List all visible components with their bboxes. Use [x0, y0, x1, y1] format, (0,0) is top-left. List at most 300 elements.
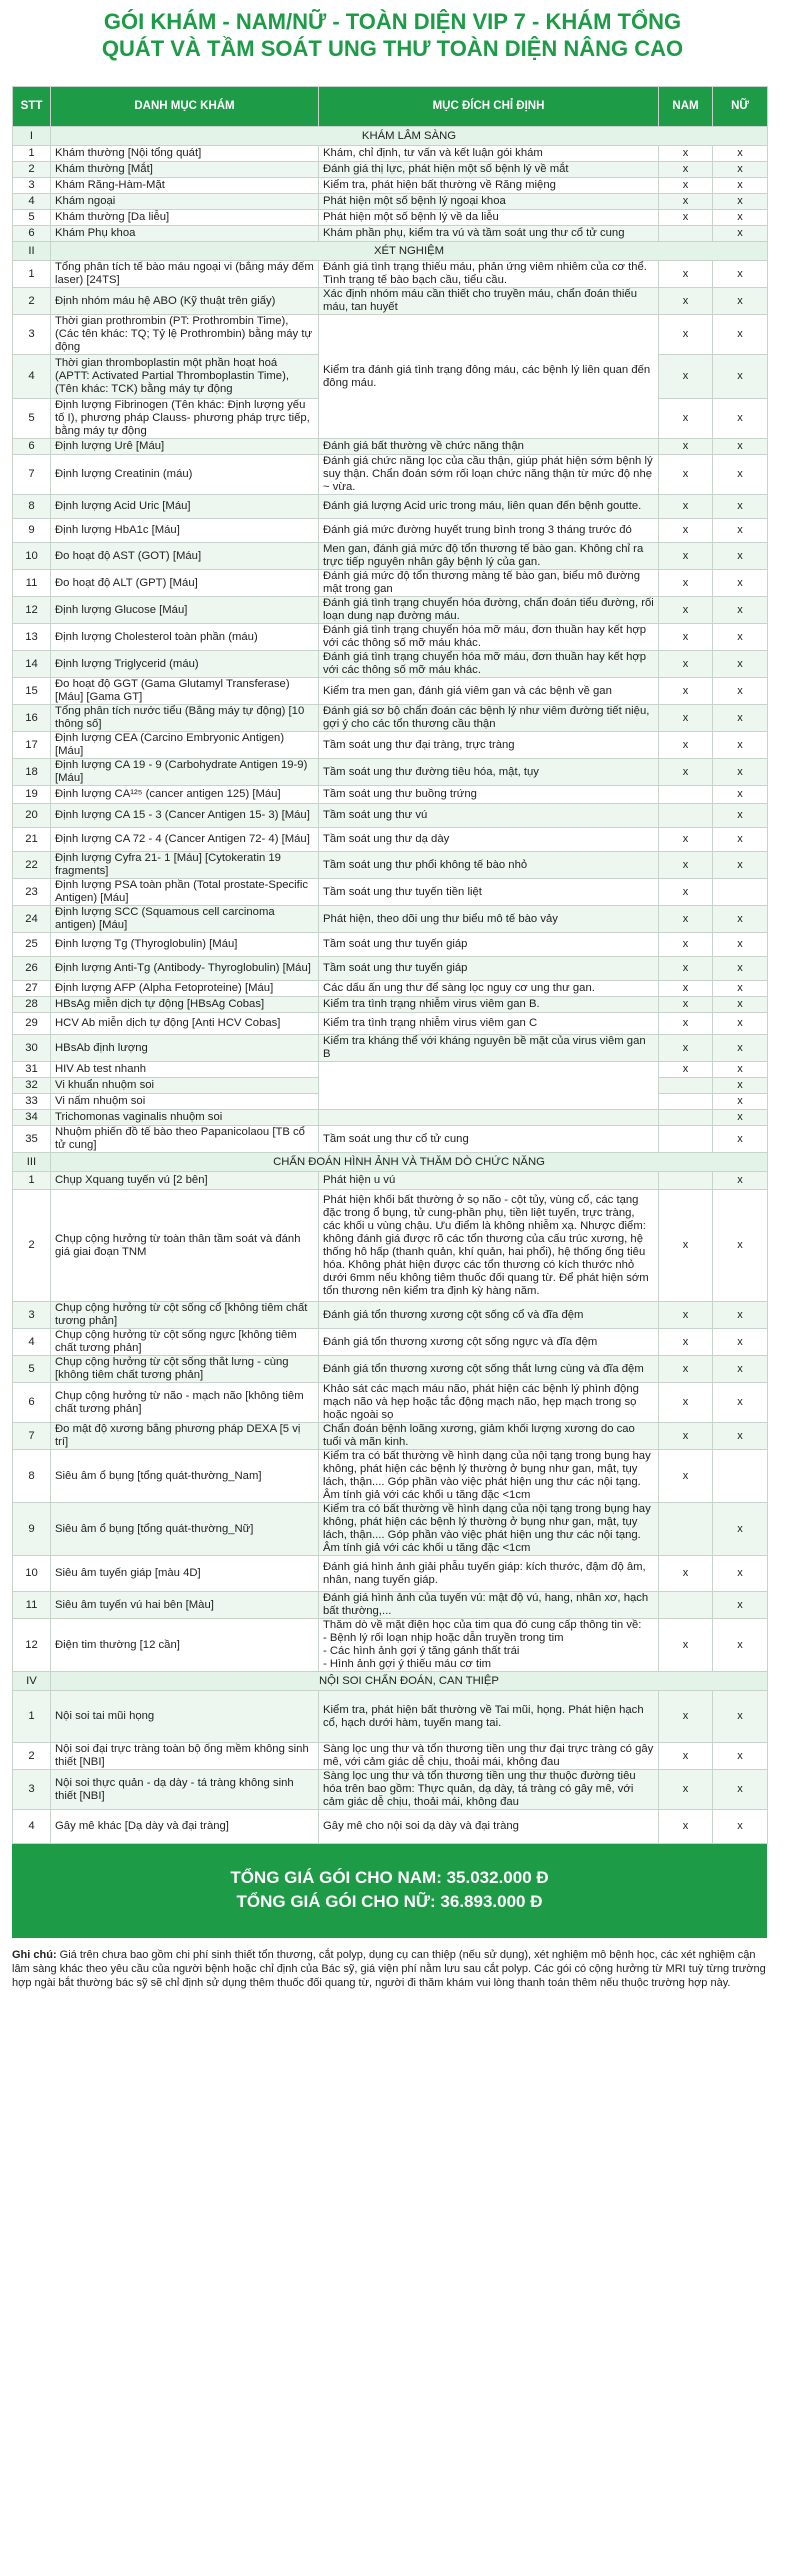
row-item: Định lượng Cyfra 21- 1 [Máu] [Cytokeratin 19 fragments]: [51, 852, 319, 879]
row-stt: 22: [13, 852, 51, 879]
row-male: x: [659, 1356, 713, 1383]
row-female: x: [713, 1556, 768, 1592]
row-male: x: [659, 705, 713, 732]
row-stt: 10: [13, 543, 51, 570]
row-male: x: [659, 651, 713, 678]
table-row: [13, 624, 768, 651]
row-female: x: [713, 786, 768, 804]
row-female: x: [713, 355, 768, 399]
row-female: x: [713, 226, 768, 242]
row-item: Khám Răng-Hàm-Mặt: [51, 178, 319, 194]
row-stt: 1: [13, 1172, 51, 1190]
row-item: Chụp Xquang tuyến vú [2 bên]: [51, 1172, 319, 1190]
row-male: x: [659, 194, 713, 210]
row-female: x: [713, 543, 768, 570]
row-female: x: [713, 1110, 768, 1126]
total-male: TỔNG GIÁ GÓI CHO NAM: 35.032.000 Đ: [230, 1868, 549, 1887]
row-item: Đo mật độ xương bằng phương pháp DEXA [5 vị trí]: [51, 1423, 319, 1450]
row-purpose: Tầm soát ung thư vú: [319, 804, 659, 828]
row-item: HBsAb định lượng: [51, 1035, 319, 1062]
row-stt: 4: [13, 1329, 51, 1356]
row-male: x: [659, 1035, 713, 1062]
row-male: x: [659, 1556, 713, 1592]
row-purpose: [319, 1062, 659, 1110]
note-text: Giá trên chưa bao gồm chi phí sinh thiết tổn thương, cắt polyp, dụng cụ can thiệp (nếu sử dụng), xét nghiệm mô bệnh học, các xét nghiệm cận lâm sàng khác theo yêu cầu của người bệnh hoặc chỉ định của Bác sỹ, giá viện phí nằm lưu sau cắt polyp. Các gói có cộng hưởng từ MRI tuỳ từng trường hợp ngài bắt thường bác sỹ sẽ chỉ định sử dụng thêm thuốc đối quang từ, người đi thăm khám vui lòng thanh toán thêm nếu thuộc trường hợp này.: [12, 1949, 766, 1989]
row-item: Định lượng CA 15 - 3 (Cancer Antigen 15- 3) [Máu]: [51, 804, 319, 828]
row-stt: 2: [13, 162, 51, 178]
totals-banner: [12, 1844, 767, 1938]
row-item: Định lượng HbA1c [Máu]: [51, 519, 319, 543]
row-stt: 9: [13, 1503, 51, 1556]
table-row: [13, 315, 768, 355]
table-header: [13, 87, 768, 127]
row-male: x: [659, 997, 713, 1013]
row-male: x: [659, 495, 713, 519]
row-item: Định lượng AFP (Alpha Fetoproteine) [Máu]: [51, 981, 319, 997]
row-male: x: [659, 1383, 713, 1423]
row-female: x: [713, 1503, 768, 1556]
row-purpose: Phát hiện một số bệnh lý về da liễu: [319, 210, 659, 226]
row-female: [713, 1450, 768, 1503]
row-purpose: Đánh giá tổn thương xương cột sống thắt lưng cùng và đĩa đệm: [319, 1356, 659, 1383]
row-female: x: [713, 678, 768, 705]
row-item: Đo hoạt độ ALT (GPT) [Máu]: [51, 570, 319, 597]
table-row: [13, 226, 768, 242]
row-male: x: [659, 162, 713, 178]
row-purpose: Tầm soát ung thư buồng trứng: [319, 786, 659, 804]
table-row: [13, 651, 768, 678]
row-purpose: Phát hiện u vú: [319, 1172, 659, 1190]
row-item: Siêu âm ổ bụng [tổng quát-thường_Nam]: [51, 1450, 319, 1503]
header-purpose: MỤC ĐÍCH CHỈ ĐỊNH: [319, 87, 659, 127]
table-row: [13, 879, 768, 906]
row-stt: 4: [13, 1810, 51, 1844]
table-row: [13, 597, 768, 624]
row-female: x: [713, 399, 768, 439]
row-female: [713, 879, 768, 906]
header-item: DANH MỤC KHÁM: [51, 87, 319, 127]
table-row: [13, 1329, 768, 1356]
table-row: [13, 1062, 768, 1078]
table-row: [13, 495, 768, 519]
row-purpose: Các dấu ấn ung thư để sàng lọc nguy cơ ung thư gan.: [319, 981, 659, 997]
row-male: [659, 1503, 713, 1556]
table-row: [13, 1172, 768, 1190]
row-female: x: [713, 162, 768, 178]
row-item: Khám thường [Nội tổng quát]: [51, 146, 319, 162]
row-stt: 30: [13, 1035, 51, 1062]
row-stt: 9: [13, 519, 51, 543]
row-male: x: [659, 981, 713, 997]
row-purpose: Đánh giá tình trạng chuyển hóa mỡ máu, đơn thuần hay kết hợp với các thông số mỡ máu khác.: [319, 651, 659, 678]
row-purpose: Kiểm tra men gan, đánh giá viêm gan và các bệnh về gan: [319, 678, 659, 705]
row-purpose: Đánh giá tình trạng thiếu máu, phản ứng viêm nhiễm của cơ thể. Tình trạng tế bào bạch cầu, tiểu cầu.: [319, 261, 659, 288]
row-female: x: [713, 1126, 768, 1153]
row-stt: 23: [13, 879, 51, 906]
row-stt: 11: [13, 570, 51, 597]
row-female: x: [713, 1013, 768, 1035]
row-purpose: Khám, chỉ định, tư vấn và kết luận gói khám: [319, 146, 659, 162]
row-stt: 1: [13, 1691, 51, 1743]
row-purpose: Sàng lọc ung thư và tổn thương tiền ung thư đại trực tràng có gây mê, với cảm giác dễ chịu, thoải mái, không đau: [319, 1743, 659, 1770]
row-female: x: [713, 933, 768, 957]
section-header: [13, 127, 768, 146]
row-stt: 25: [13, 933, 51, 957]
row-purpose: Khám phần phụ, kiểm tra vú và tầm soát ung thư cổ tử cung: [319, 226, 659, 242]
row-stt: 3: [13, 1770, 51, 1810]
row-purpose: [319, 1110, 659, 1126]
row-item: Chụp cộng hưởng từ cột sống ngực [không tiêm chất tương phản]: [51, 1329, 319, 1356]
row-purpose: Thăm dò về mặt điện học của tim qua đó cung cấp thông tin về: - Bệnh lý rối loạn nhịp hoặc dẫn truyền trong tim - Các hình ảnh gợi ý tăng gánh thất trái - Hình ảnh gợi ý thiếu máu cơ tim: [319, 1619, 659, 1672]
table-row: [13, 981, 768, 997]
row-item: Đo hoạt độ AST (GOT) [Máu]: [51, 543, 319, 570]
row-female: x: [713, 1356, 768, 1383]
table-row: [13, 439, 768, 455]
row-item: Định lượng Urê [Máu]: [51, 439, 319, 455]
row-stt: 32: [13, 1078, 51, 1094]
row-stt: 14: [13, 651, 51, 678]
table-row: [13, 570, 768, 597]
row-stt: 18: [13, 759, 51, 786]
row-purpose: Kiểm tra tình trạng nhiễm virus viêm gan C: [319, 1013, 659, 1035]
row-stt: 19: [13, 786, 51, 804]
table-row: [13, 1556, 768, 1592]
row-stt: 34: [13, 1110, 51, 1126]
footnote: [0, 1938, 785, 1990]
row-purpose: Đánh giá tình trạng chuyển hóa mỡ máu, đơn thuần hay kết hợp với các thông số mỡ máu khác.: [319, 624, 659, 651]
row-item: Định lượng Acid Uric [Máu]: [51, 495, 319, 519]
row-item: Định lượng CA¹²⁵ (cancer antigen 125) [Máu]: [51, 786, 319, 804]
row-purpose: Tầm soát ung thư dạ dày: [319, 828, 659, 852]
row-purpose: Men gan, đánh giá mức độ tổn thương tế bào gan. Không chỉ ra trực tiếp nguyên nhân gây bệnh lý của gan.: [319, 543, 659, 570]
row-purpose: Sàng lọc ung thư và tổn thương tiền ung thư thuộc đường tiêu hóa trên bao gồm: Thực quản, dạ dày, tá tràng có gây mê, với cảm giác dễ chịu, thoải mái, không đau: [319, 1770, 659, 1810]
row-male: x: [659, 261, 713, 288]
table-row: [13, 786, 768, 804]
row-item: Khám thường [Mắt]: [51, 162, 319, 178]
row-female: x: [713, 1423, 768, 1450]
row-male: x: [659, 933, 713, 957]
section-title: CHẨN ĐOÁN HÌNH ẢNH VÀ THĂM DÒ CHỨC NĂNG: [51, 1153, 768, 1172]
row-male: x: [659, 828, 713, 852]
table-row: [13, 1190, 768, 1302]
row-female: x: [713, 1329, 768, 1356]
row-male: x: [659, 355, 713, 399]
row-purpose: Kiểm tra có bất thường về hình dạng của nội tạng trong bụng hay không, phát hiện các bệnh lý thường ở bụng như gan, mật, tụy lách, thận.... Góp phần vào việc phát hiện ung thư các nội tạng. Âm tính giả với các khối u tăng đặc <1cm: [319, 1503, 659, 1556]
row-purpose: Đánh giá sơ bộ chẩn đoán các bệnh lý như viêm đường tiết niệu, gợi ý cho các tổn thương cầu thận: [319, 705, 659, 732]
row-female: x: [713, 1770, 768, 1810]
row-item: Chụp cộng hưởng từ toàn thân tầm soát và đánh giá giai đoạn TNM: [51, 1190, 319, 1302]
row-male: x: [659, 570, 713, 597]
table-row: [13, 543, 768, 570]
row-stt: 31: [13, 1062, 51, 1078]
row-item: Định lượng Fibrinogen (Tên khác: Định lượng yếu tố I), phương pháp Clauss- phương pháp trực tiếp, bằng máy tự động: [51, 399, 319, 439]
row-male: x: [659, 906, 713, 933]
row-female: x: [713, 1302, 768, 1329]
row-stt: 12: [13, 1619, 51, 1672]
row-male: x: [659, 1423, 713, 1450]
row-purpose: Đánh giá thị lực, phát hiện một số bệnh lý về mắt: [319, 162, 659, 178]
row-item: HCV Ab miễn dịch tự động [Anti HCV Cobas]: [51, 1013, 319, 1035]
row-female: x: [713, 1035, 768, 1062]
row-female: x: [713, 828, 768, 852]
table-row: [13, 759, 768, 786]
header-male: NAM: [659, 87, 713, 127]
row-female: x: [713, 439, 768, 455]
header-stt: STT: [13, 87, 51, 127]
row-female: x: [713, 315, 768, 355]
row-male: x: [659, 315, 713, 355]
row-item: Định lượng Tg (Thyroglobulin) [Máu]: [51, 933, 319, 957]
row-male: [659, 804, 713, 828]
row-item: Chụp cộng hưởng từ cột sống thắt lưng - cùng [không tiêm chất tương phản]: [51, 1356, 319, 1383]
table-row: [13, 1383, 768, 1423]
row-item: Định lượng Creatinin (máu): [51, 455, 319, 495]
row-stt: 24: [13, 906, 51, 933]
row-male: x: [659, 439, 713, 455]
row-item: Nội soi tai mũi họng: [51, 1691, 319, 1743]
row-stt: 20: [13, 804, 51, 828]
row-male: [659, 1094, 713, 1110]
row-female: x: [713, 210, 768, 226]
row-stt: 8: [13, 1450, 51, 1503]
row-stt: 15: [13, 678, 51, 705]
row-item: Chụp cộng hưởng từ cột sống cổ [không tiêm chất tương phản]: [51, 1302, 319, 1329]
row-female: x: [713, 759, 768, 786]
row-male: x: [659, 1062, 713, 1078]
table-row: [13, 1110, 768, 1126]
row-stt: 3: [13, 315, 51, 355]
row-purpose: Đánh giá hình ảnh của tuyến vú: mật độ vú, hang, nhân xơ, hạch bất thường,...: [319, 1592, 659, 1619]
row-male: x: [659, 1329, 713, 1356]
table-row: [13, 732, 768, 759]
row-item: Định lượng CA 72 - 4 (Cancer Antigen 72- 4) [Máu]: [51, 828, 319, 852]
row-stt: 2: [13, 1190, 51, 1302]
row-item: Định nhóm máu hệ ABO (Kỹ thuật trên giấy): [51, 288, 319, 315]
row-male: x: [659, 288, 713, 315]
row-female: x: [713, 1810, 768, 1844]
row-stt: 2: [13, 288, 51, 315]
row-female: x: [713, 178, 768, 194]
row-female: x: [713, 1691, 768, 1743]
row-item: Định lượng Cholesterol toàn phần (máu): [51, 624, 319, 651]
row-female: x: [713, 732, 768, 759]
row-female: x: [713, 1743, 768, 1770]
row-male: [659, 786, 713, 804]
row-female: x: [713, 146, 768, 162]
table-row: [13, 997, 768, 1013]
row-female: x: [713, 1062, 768, 1078]
row-male: x: [659, 455, 713, 495]
row-stt: 12: [13, 597, 51, 624]
row-item: Siêu âm tuyến giáp [màu 4D]: [51, 1556, 319, 1592]
row-item: Vi khuẩn nhuộm soi: [51, 1078, 319, 1094]
row-female: x: [713, 906, 768, 933]
row-male: [659, 226, 713, 242]
table-row: [13, 852, 768, 879]
row-male: x: [659, 624, 713, 651]
row-stt: 33: [13, 1094, 51, 1110]
row-stt: 35: [13, 1126, 51, 1153]
row-purpose: Kiểm tra kháng thể với kháng nguyên bề mặt của virus viêm gan B: [319, 1035, 659, 1062]
row-female: x: [713, 1190, 768, 1302]
table-row: [13, 1592, 768, 1619]
section-number: I: [13, 127, 51, 146]
table-row: [13, 1423, 768, 1450]
table-row: [13, 1810, 768, 1844]
row-male: x: [659, 759, 713, 786]
row-male: x: [659, 1190, 713, 1302]
row-item: Định lượng Glucose [Máu]: [51, 597, 319, 624]
row-stt: 11: [13, 1592, 51, 1619]
row-female: x: [713, 981, 768, 997]
row-item: Gây mê khác [Dạ dày và đại tràng]: [51, 1810, 319, 1844]
row-female: x: [713, 570, 768, 597]
table-row: [13, 1356, 768, 1383]
row-stt: 1: [13, 146, 51, 162]
row-stt: 26: [13, 957, 51, 981]
row-stt: 29: [13, 1013, 51, 1035]
table-row: [13, 1013, 768, 1035]
section-number: II: [13, 242, 51, 261]
row-male: x: [659, 1743, 713, 1770]
table-row: [13, 194, 768, 210]
row-purpose: Chẩn đoán bệnh loãng xương, giảm khối lượng xương do cao tuổi và mãn kinh.: [319, 1423, 659, 1450]
row-item: Định lượng PSA toàn phần (Total prostate-Specific Antigen) [Máu]: [51, 879, 319, 906]
row-stt: 21: [13, 828, 51, 852]
table-row: [13, 1302, 768, 1329]
row-stt: 16: [13, 705, 51, 732]
row-purpose: Tầm soát ung thư đường tiêu hóa, mật, tụy: [319, 759, 659, 786]
row-item: Khám ngoại: [51, 194, 319, 210]
row-male: x: [659, 852, 713, 879]
row-purpose: Tầm soát ung thư tuyến tiền liệt: [319, 879, 659, 906]
row-male: x: [659, 957, 713, 981]
row-female: x: [713, 1383, 768, 1423]
row-male: [659, 1126, 713, 1153]
table-row: [13, 1503, 768, 1556]
row-female: x: [713, 624, 768, 651]
row-female: x: [713, 495, 768, 519]
table-row: [13, 1619, 768, 1672]
row-stt: 8: [13, 495, 51, 519]
row-male: x: [659, 399, 713, 439]
row-purpose: Xác định nhóm máu cần thiết cho truyền máu, chẩn đoán thiếu máu, tan huyết: [319, 288, 659, 315]
table-row: [13, 210, 768, 226]
row-male: x: [659, 1302, 713, 1329]
row-stt: 28: [13, 997, 51, 1013]
section-number: IV: [13, 1672, 51, 1691]
section-header: [13, 242, 768, 261]
table-row: [13, 1770, 768, 1810]
row-male: x: [659, 1619, 713, 1672]
table-row: [13, 705, 768, 732]
table-row: [13, 678, 768, 705]
row-item: Vi nấm nhuộm soi: [51, 1094, 319, 1110]
row-male: [659, 1592, 713, 1619]
row-male: x: [659, 1691, 713, 1743]
row-female: x: [713, 957, 768, 981]
row-female: x: [713, 455, 768, 495]
table-row: [13, 455, 768, 495]
table-row: [13, 261, 768, 288]
row-item: Nội soi đại trực tràng toàn bộ ống mềm không sinh thiết [NBI]: [51, 1743, 319, 1770]
row-purpose: Kiểm tra, phát hiện bất thường về Tai mũi, họng. Phát hiện hạch cổ, hạch dưới hàm, tuyến mang tai.: [319, 1691, 659, 1743]
section-title: XÉT NGHIỆM: [51, 242, 768, 261]
row-female: x: [713, 1094, 768, 1110]
row-item: Định lượng SCC (Squamous cell carcinoma antigen) [Máu]: [51, 906, 319, 933]
row-purpose: Đánh giá tổn thương xương cột sống ngực và đĩa đệm: [319, 1329, 659, 1356]
row-male: x: [659, 543, 713, 570]
table-row: [13, 1450, 768, 1503]
row-item: Định lượng CEA (Carcino Embryonic Antigen) [Máu]: [51, 732, 319, 759]
row-stt: 7: [13, 455, 51, 495]
row-stt: 2: [13, 1743, 51, 1770]
row-stt: 1: [13, 261, 51, 288]
row-item: Trichomonas vaginalis nhuộm soi: [51, 1110, 319, 1126]
row-item: Tổng phân tích tế bào máu ngoại vi (bằng máy đếm laser) [24TS]: [51, 261, 319, 288]
row-stt: 5: [13, 210, 51, 226]
row-purpose: Tầm soát ung thư cổ tử cung: [319, 1126, 659, 1153]
row-female: x: [713, 519, 768, 543]
row-purpose: Đánh giá mức độ tổn thương màng tế bào gan, biểu mô đường mật trong gan: [319, 570, 659, 597]
row-stt: 4: [13, 355, 51, 399]
row-item: Khám thường [Da liễu]: [51, 210, 319, 226]
row-purpose: Đánh giá hình ảnh giải phẫu tuyến giáp: kích thước, đậm độ âm, nhân, nang tuyến giáp.: [319, 1556, 659, 1592]
row-purpose: Kiểm tra đánh giá tình trạng đông máu, các bệnh lý liên quan đến đông máu.: [319, 315, 659, 439]
row-purpose: Gây mê cho nội soi dạ dày và đại tràng: [319, 1810, 659, 1844]
row-female: x: [713, 651, 768, 678]
table-row: [13, 146, 768, 162]
table-row: [13, 178, 768, 194]
row-item: Đo hoạt độ GGT (Gama Glutamyl Transferase) [Máu] [Gama GT]: [51, 678, 319, 705]
section-header: [13, 1672, 768, 1691]
note-label: Ghi chú:: [12, 1949, 57, 1961]
table-row: [13, 288, 768, 315]
header-female: NỮ: [713, 87, 768, 127]
row-female: x: [713, 852, 768, 879]
row-purpose: Kiểm tra, phát hiện bất thường về Răng miệng: [319, 178, 659, 194]
section-number: III: [13, 1153, 51, 1172]
row-male: [659, 1078, 713, 1094]
section-header: [13, 1153, 768, 1172]
row-purpose: Phát hiện khối bất thường ở sọ não - cột tủy, vùng cổ, các tạng đặc trong ổ bụng, tử cung-phần phụ, tiền liệt tuyến, trực tràng, các khối u vùng chậu. Ưu điểm là không nhiễm xạ. Nhược điểm: không đánh giá được rõ các tổn thương của cấu trúc xương, hệ thống hô hấp (thanh quản, khí quản, hai phổi), hệ thống ống tiêu hóa. Không phát hiện được các tổn thương có kích thước nhỏ dưới 6mm nếu không tiêm thuốc đối quang từ. Để phát hiện sớm tổn thương nên kiểm tra định kỳ hàng năm.: [319, 1190, 659, 1302]
row-male: x: [659, 1450, 713, 1503]
services-table: [12, 86, 768, 1844]
row-male: [659, 1172, 713, 1190]
row-male: x: [659, 178, 713, 194]
row-male: x: [659, 1770, 713, 1810]
row-item: Định lượng Anti-Tg (Antibody- Thyroglobulin) [Máu]: [51, 957, 319, 981]
row-purpose: Kiểm tra tình trạng nhiễm virus viêm gan B.: [319, 997, 659, 1013]
row-male: x: [659, 1013, 713, 1035]
table-row: [13, 1035, 768, 1062]
row-stt: 7: [13, 1423, 51, 1450]
row-item: Siêu âm ổ bụng [tổng quát-thường_Nữ]: [51, 1503, 319, 1556]
row-purpose: Tầm soát ung thư đại tràng, trực tràng: [319, 732, 659, 759]
row-item: Nhuộm phiến đồ tế bào theo Papanicolaou [TB cổ tử cung]: [51, 1126, 319, 1153]
row-purpose: Tầm soát ung thư tuyến giáp: [319, 957, 659, 981]
table-row: [13, 933, 768, 957]
row-stt: 6: [13, 439, 51, 455]
table-row: [13, 828, 768, 852]
total-female: TỔNG GIÁ GÓI CHO NỮ: 36.893.000 Đ: [236, 1892, 543, 1911]
row-male: x: [659, 210, 713, 226]
table-row: [13, 1126, 768, 1153]
row-female: x: [713, 288, 768, 315]
row-item: Chụp cộng hưởng từ não - mạch não [không tiêm chất tương phản]: [51, 1383, 319, 1423]
row-male: x: [659, 678, 713, 705]
row-item: Định lượng CA 19 - 9 (Carbohydrate Antigen 19-9) [Máu]: [51, 759, 319, 786]
